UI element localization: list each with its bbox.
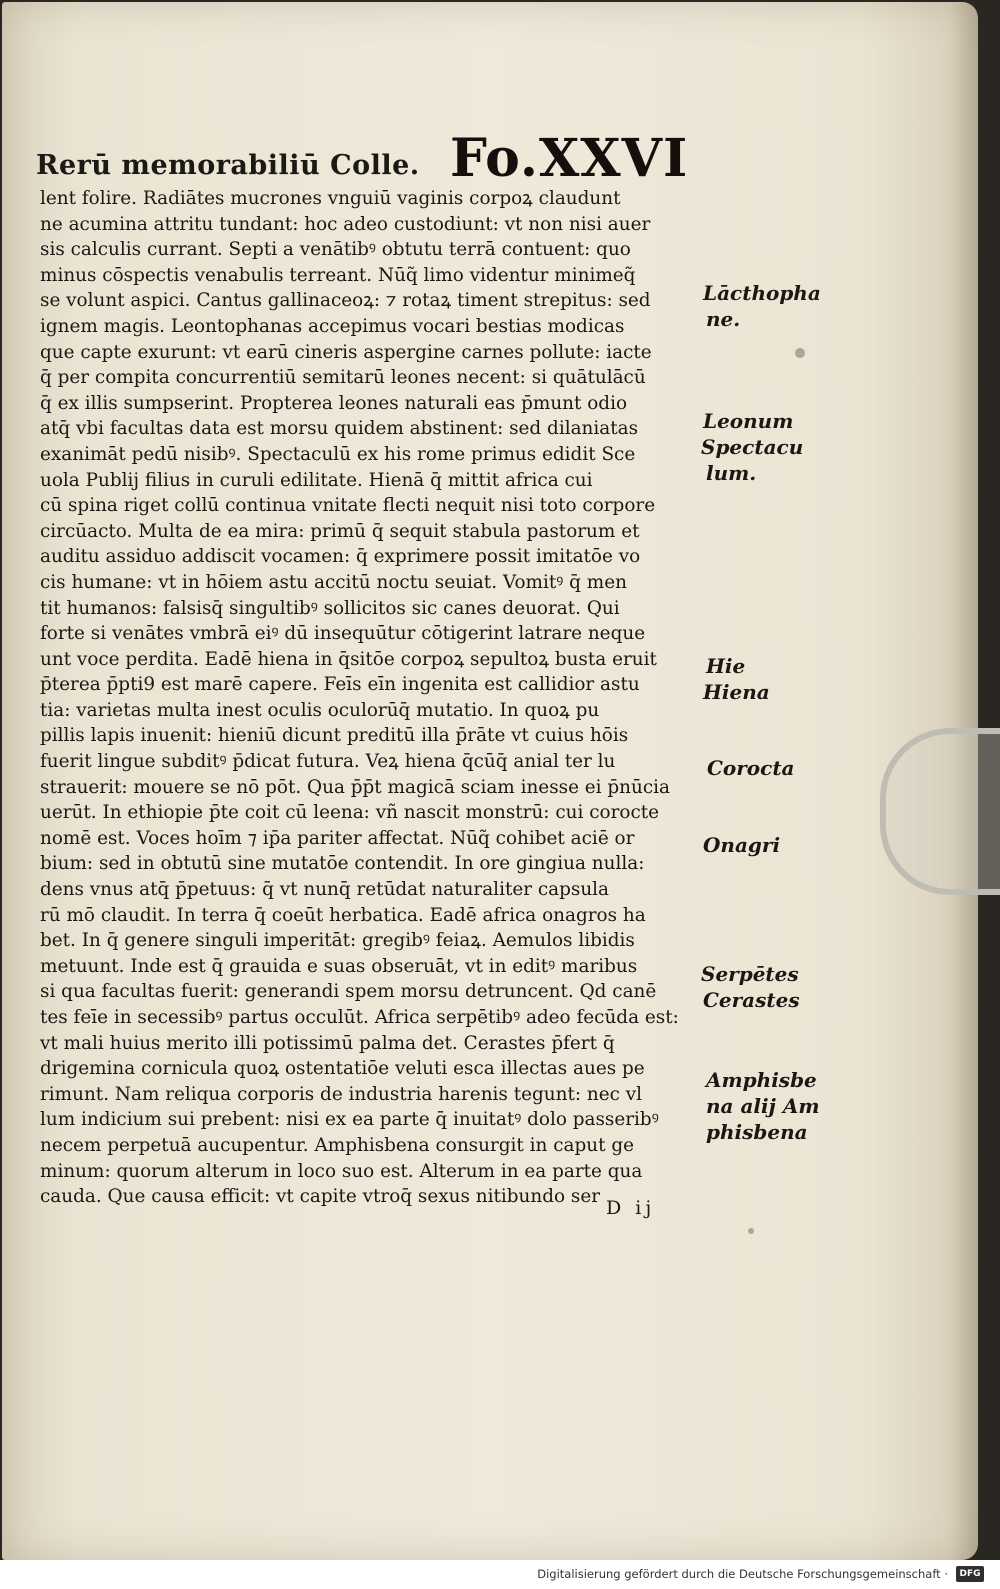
dfg-logo: DFG xyxy=(956,1566,984,1582)
margin-note: lum. xyxy=(706,461,757,485)
text-line: necem perpetuā aucupentur. Amphisbena consurgit in caput ge xyxy=(40,1134,634,1156)
margin-note: Corocta xyxy=(707,756,795,780)
folio-number: Fo.XXVI xyxy=(450,128,689,189)
text-line: tia: varietas multa inest oculis oculorūq̄ mutatio. In quoꝝ pu xyxy=(40,699,600,721)
text-line: uola Publij filius in curuli edilitate. Hienā q̄ mittit africa cui xyxy=(40,469,593,491)
text-line: sis calculis currant. Septi a venātibꝰ obtutu terrā contuent: quo xyxy=(40,239,631,261)
main-text-block xyxy=(40,186,700,1210)
margin-note: Hiena xyxy=(703,680,770,704)
text-line: bium: sed in obtutū sine mutatōe contendit. In ore gingiua nulla: xyxy=(40,853,645,875)
text-line: metuunt. Inde est q̄ grauida e suas obseruāt, vt in editꝰ maribus xyxy=(40,955,638,977)
text-line: nomē est. Voces hoīm ⁊ ip̄a pariter affectat. Nūq̃ cohibet aciē or xyxy=(40,827,635,849)
text-line: bet. In q̄ genere singuli imperitāt: gregibꝰ feiaꝝ. Aemulos libidis xyxy=(40,930,635,952)
text-line: que capte exurunt: vt earū cineris aspergine carnes pollute: iacte xyxy=(40,341,652,363)
margin-note: Lācthopha xyxy=(703,281,821,305)
text-line: rū mō claudit. In terra q̄ coeūt herbatica. Eadē africa onagros ha xyxy=(40,904,646,926)
ink-blot xyxy=(795,348,805,358)
margin-note: Onagri xyxy=(703,833,781,857)
text-line: se volunt aspici. Cantus gallinaceoꝝ: ⁊ rotaꝝ timent strepitus: sed xyxy=(40,290,651,312)
text-line: auditu assiduo addiscit vocamen: q̄ exprimere possit imitatōe vo xyxy=(40,546,641,568)
text-line: pillis lapis inuenit: hieniū dicunt preditū illa p̄rāte vt cuius hōis xyxy=(40,725,629,747)
text-line: tit humanos: falsisq̄ singultibꝰ sollicitos sic canes deuorat. Qui xyxy=(40,597,620,619)
text-line: uerūt. In ethiopie p̄te coit cū leena: vñ nascit monstrū: cui corocte xyxy=(40,802,660,824)
text-line: fuerit lingue subditꝰ p̄dicat futura. Veꝝ hiena q̄cūq̄ anial ter lu xyxy=(40,751,616,773)
text-line: atq̄ vbi facultas data est morsu quidem abstinent: sed dilaniatas xyxy=(40,418,639,440)
signature-mark: D ij xyxy=(606,1197,656,1219)
footer-bar xyxy=(0,1560,1000,1589)
text-line: ne acumina attritu tundant: hoc adeo custodiunt: vt non nisi auer xyxy=(40,213,651,235)
margin-note: Hie xyxy=(706,654,746,678)
text-line: exanimāt pedū nisibꝰ. Spectaculū ex his rome primus edidit Sce xyxy=(40,443,636,465)
text-line: lum indicium sui prebent: nisi ex ea parte q̄ inuitatꝰ dolo passeribꝰ xyxy=(40,1109,659,1131)
margin-note: ne. xyxy=(706,307,741,331)
text-line: minum: quorum alterum in loco suo est. Alterum in ea parte qua xyxy=(40,1160,643,1182)
text-line: q̄ ex illis sumpserint. Propterea leones naturali eas p̄munt odio xyxy=(40,392,628,414)
text-line: cis humane: vt in hōiem astu accitū noctu seuiat. Vomitꝰ q̄ men xyxy=(40,571,627,593)
margin-note: Cerastes xyxy=(703,988,800,1012)
text-line: p̄terea p̄pti9 est marē capere. Feīs eīn ingenita est callidior astu xyxy=(40,674,640,696)
margin-note: Amphisbe xyxy=(706,1068,817,1092)
text-line: vt mali huius merito illi potissimū palma det. Cerastes p̄fert q̄ xyxy=(40,1032,615,1054)
text-line: drigemina cornicula quoꝝ ostentatiōe veluti esca illectas aues pe xyxy=(40,1058,645,1080)
text-line: ignem magis. Leontophanas accepimus vocari bestias modicas xyxy=(40,315,625,337)
ink-blot xyxy=(748,1228,754,1234)
text-line: circūacto. Multa de ea mira: primū q̄ sequit stabula pastorum et xyxy=(40,520,640,542)
text-line: minus cōspectis venabulis terreant. Nūq̃ limo videntur minimeq̃ xyxy=(40,264,636,286)
text-line: cauda. Que causa efficit: vt capite vtroq̄ sexus nitibundo ser xyxy=(40,1186,600,1208)
text-line: lent folire. Radiātes mucrones vnguiū vaginis corpoꝝ claudunt xyxy=(40,188,621,209)
text-line: dens vnus atq̄ p̄petuus: q̄ vt nunq̄ retūdat naturaliter capsula xyxy=(40,879,610,901)
margin-note: phisbena xyxy=(706,1120,808,1144)
text-line: rimunt. Nam reliqua corporis de industria harenis tegunt: nec vl xyxy=(40,1083,643,1105)
margin-note: Serpētes xyxy=(701,962,799,986)
text-line: forte si venātes vmbrā eiꝰ dū insequūtur cōtigerint latrare neque xyxy=(40,623,646,645)
text-line: unt voce perdita. Eadē hiena in q̄sitōe corpoꝝ sepultoꝝ busta eruit xyxy=(40,648,657,670)
margin-note: Spectacu xyxy=(701,435,804,459)
funding-credit: Digitalisierung gefördert durch die Deutsche Forschungsgemeinschaft · xyxy=(537,1567,948,1581)
paper-clip xyxy=(880,728,1000,895)
running-head: Rerū memorabiliū Colle. xyxy=(36,150,420,181)
text-line: tes feīe in secessibꝰ partus occulūt. Africa serpētibꝰ adeo fecūda est: xyxy=(40,1007,679,1028)
text-line: cū spina riget collū continua vnitate flecti nequit nisi toto corpore xyxy=(40,495,656,517)
text-line: si qua facultas fuerit: generandi spem morsu detruncent. Qd canē xyxy=(40,981,657,1003)
margin-note: Leonum xyxy=(703,409,794,433)
text-line: strauerit: mouere se nō pōt. Qua p̄p̄t magicā sciam inesse ei p̄nūcia xyxy=(40,776,671,798)
margin-note: na alij Am xyxy=(706,1094,820,1118)
text-line: q̄ per compita concurrentiū semitarū leones necent: si quātulācū xyxy=(40,367,646,389)
